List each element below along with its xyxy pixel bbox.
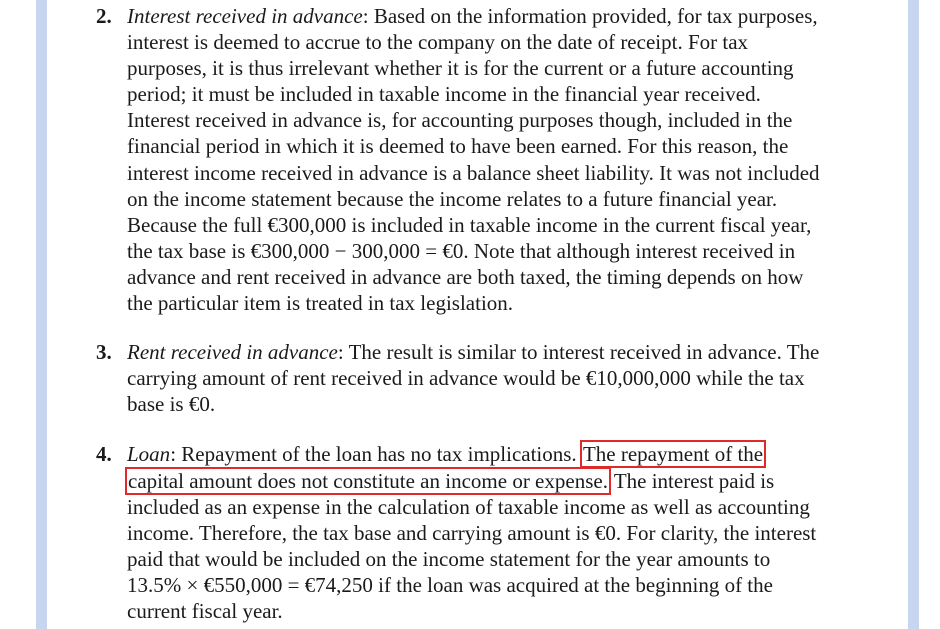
text-line: Interest received in advance: Based on the information provided, for tax purposes, bbox=[127, 4, 818, 28]
list-item-rent-received bbox=[96, 339, 896, 417]
item-number: 4. bbox=[96, 442, 112, 467]
text-line: purposes, it is thus irrelevant whether it is for the current or a future accounting bbox=[127, 56, 794, 81]
text-line: interest is deemed to accrue to the company on the date of receipt. For tax bbox=[127, 30, 749, 55]
item-term: Rent received in advance bbox=[127, 340, 338, 365]
document-body bbox=[96, 3, 896, 624]
text-line: financial period in which it is deemed to have been earned. For this reason, the bbox=[127, 134, 789, 159]
highlighted-text: The repayment of the bbox=[582, 442, 764, 467]
right-margin-bar bbox=[908, 0, 919, 629]
text-line: advance and rent received in advance are both taxed, the timing depends on how bbox=[127, 264, 804, 289]
text-line: carrying amount of rent received in advance would be €10,000,000 while the tax bbox=[127, 366, 805, 391]
highlighted-text: capital amount does not constitute an income or expense. bbox=[128, 468, 608, 493]
left-margin-bar bbox=[36, 0, 47, 629]
text-line: on the income statement because the income relates to a future financial year. bbox=[127, 186, 778, 211]
text-line: interest income received in advance is a balance sheet liability. It was not included bbox=[127, 160, 820, 185]
text-line: Interest received in advance is, for accounting purposes though, included in the bbox=[127, 108, 793, 133]
text-line: Rent received in advance: The result is similar to interest received in advance. The bbox=[127, 340, 820, 365]
text-line: the particular item is treated in tax legislation. bbox=[127, 291, 514, 316]
item-number: 2. bbox=[96, 4, 112, 28]
text-line: base is €0. bbox=[127, 392, 216, 417]
item-term: Loan bbox=[127, 442, 171, 467]
text-line: Loan: Repayment of the loan has no tax implications. The repayment of the bbox=[127, 442, 764, 467]
text-line: included as an expense in the calculation of taxable income as well as accounting bbox=[127, 494, 810, 519]
item-number: 3. bbox=[96, 340, 112, 365]
item-term: Interest received in advance bbox=[127, 4, 363, 28]
text-line: current fiscal year. bbox=[127, 598, 283, 623]
list-item-loan bbox=[96, 441, 896, 624]
text-line: period; it must be included in taxable income in the financial year received. bbox=[127, 82, 761, 107]
text-line: income. Therefore, the tax base and carrying amount is €0. For clarity, the interest bbox=[127, 520, 817, 545]
text-line: paid that would be included on the income statement for the year amounts to bbox=[127, 546, 771, 571]
text-line: the tax base is €300,000 − 300,000 = €0. Note that although interest received in bbox=[127, 238, 796, 263]
text-line: Because the full €300,000 is included in taxable income in the current fiscal year, bbox=[127, 212, 812, 237]
text-line: capital amount does not constitute an income or expense. The interest paid is bbox=[128, 468, 775, 493]
list-item-interest-received bbox=[96, 3, 896, 316]
text-line: 13.5% × €550,000 = €74,250 if the loan was acquired at the beginning of the bbox=[127, 572, 773, 597]
